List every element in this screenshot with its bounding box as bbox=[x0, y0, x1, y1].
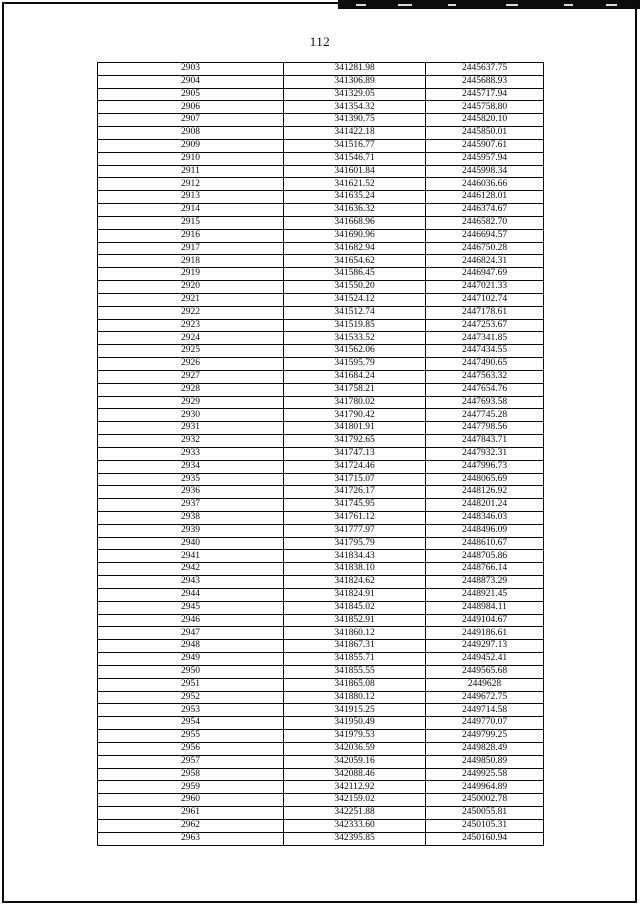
table-cell-col1: 2957 bbox=[98, 755, 284, 768]
scan-speck bbox=[506, 3, 518, 6]
table-cell-col3: 2446128.01 bbox=[426, 191, 544, 204]
table-row bbox=[98, 499, 544, 512]
table-cell-col1: 2929 bbox=[98, 396, 284, 409]
table-cell-col1: 2914 bbox=[98, 204, 284, 217]
table-cell-col2: 341601.84 bbox=[284, 165, 426, 178]
table-cell-col3: 2447693.58 bbox=[426, 396, 544, 409]
table-cell-col1: 2952 bbox=[98, 691, 284, 704]
table-row bbox=[98, 832, 544, 845]
table-cell-col3: 2447996.73 bbox=[426, 460, 544, 473]
table-cell-col3: 2449104.67 bbox=[426, 614, 544, 627]
table-cell-col1: 2945 bbox=[98, 601, 284, 614]
table-cell-col2: 341860.12 bbox=[284, 627, 426, 640]
table-cell-col3: 2445907.61 bbox=[426, 139, 544, 152]
table-cell-col1: 2948 bbox=[98, 640, 284, 653]
table-cell-col2: 341516.77 bbox=[284, 139, 426, 152]
table-cell-col1: 2904 bbox=[98, 75, 284, 88]
table-cell-col1: 2961 bbox=[98, 807, 284, 820]
table-row bbox=[98, 152, 544, 165]
table-cell-col3: 2447798.56 bbox=[426, 422, 544, 435]
table-row bbox=[98, 319, 544, 332]
table-row bbox=[98, 601, 544, 614]
table-row bbox=[98, 511, 544, 524]
table-cell-col1: 2918 bbox=[98, 255, 284, 268]
table-cell-col1: 2962 bbox=[98, 819, 284, 832]
table-row bbox=[98, 819, 544, 832]
table-row bbox=[98, 742, 544, 755]
table-cell-col1: 2956 bbox=[98, 742, 284, 755]
table-cell-col2: 341801.91 bbox=[284, 422, 426, 435]
table-row bbox=[98, 332, 544, 345]
table-cell-col2: 341682.94 bbox=[284, 242, 426, 255]
table-cell-col2: 341726.17 bbox=[284, 486, 426, 499]
table-cell-col3: 2445820.10 bbox=[426, 114, 544, 127]
table-cell-col1: 2932 bbox=[98, 435, 284, 448]
table-cell-col3: 2445998.34 bbox=[426, 165, 544, 178]
table-cell-col2: 341780.02 bbox=[284, 396, 426, 409]
table-row bbox=[98, 640, 544, 653]
table-cell-col1: 2960 bbox=[98, 794, 284, 807]
table-row bbox=[98, 563, 544, 576]
table-cell-col1: 2934 bbox=[98, 460, 284, 473]
table-cell-col2: 341550.20 bbox=[284, 281, 426, 294]
table-cell-col3: 2448346.03 bbox=[426, 511, 544, 524]
table-cell-col2: 341795.79 bbox=[284, 537, 426, 550]
table-cell-col3: 2450160.94 bbox=[426, 832, 544, 845]
table-row bbox=[98, 345, 544, 358]
table-row bbox=[98, 358, 544, 371]
table-cell-col2: 341422.18 bbox=[284, 127, 426, 140]
table-row bbox=[98, 614, 544, 627]
table-cell-col2: 342059.16 bbox=[284, 755, 426, 768]
table-cell-col2: 341761.12 bbox=[284, 511, 426, 524]
table-cell-col3: 2445758.80 bbox=[426, 101, 544, 114]
table-cell-col2: 341621.52 bbox=[284, 178, 426, 191]
table-cell-col3: 2447932.31 bbox=[426, 447, 544, 460]
table-row bbox=[98, 794, 544, 807]
table-cell-col3: 2447563.32 bbox=[426, 370, 544, 383]
table-row bbox=[98, 524, 544, 537]
table-row bbox=[98, 396, 544, 409]
table-cell-col3: 2447102.74 bbox=[426, 293, 544, 306]
table-cell-col2: 342395.85 bbox=[284, 832, 426, 845]
table-cell-col2: 341690.96 bbox=[284, 229, 426, 242]
table-cell-col2: 341654.62 bbox=[284, 255, 426, 268]
table-cell-col2: 342159.02 bbox=[284, 794, 426, 807]
table-cell-col2: 342251.88 bbox=[284, 807, 426, 820]
table-row bbox=[98, 383, 544, 396]
table-cell-col2: 341281.98 bbox=[284, 63, 426, 76]
table-cell-col2: 341865.08 bbox=[284, 678, 426, 691]
table-cell-col1: 2917 bbox=[98, 242, 284, 255]
table-row bbox=[98, 576, 544, 589]
table-cell-col1: 2915 bbox=[98, 216, 284, 229]
table-row bbox=[98, 588, 544, 601]
table-row bbox=[98, 691, 544, 704]
table-cell-col2: 341838.10 bbox=[284, 563, 426, 576]
table-row bbox=[98, 370, 544, 383]
table-cell-col2: 341715.07 bbox=[284, 473, 426, 486]
table-cell-col3: 2448201.24 bbox=[426, 499, 544, 512]
table-cell-col1: 2951 bbox=[98, 678, 284, 691]
table-cell-col1: 2959 bbox=[98, 781, 284, 794]
table-cell-col2: 341845.02 bbox=[284, 601, 426, 614]
table-row bbox=[98, 281, 544, 294]
table-cell-col1: 2941 bbox=[98, 550, 284, 563]
table-cell-col2: 341824.62 bbox=[284, 576, 426, 589]
table-row bbox=[98, 139, 544, 152]
table-row bbox=[98, 242, 544, 255]
table-cell-col2: 341512.74 bbox=[284, 306, 426, 319]
table-cell-col3: 2445688.93 bbox=[426, 75, 544, 88]
table-cell-col3: 2449452.41 bbox=[426, 653, 544, 666]
table-cell-col2: 341546.71 bbox=[284, 152, 426, 165]
table-cell-col1: 2937 bbox=[98, 499, 284, 512]
table-cell-col3: 2450002.78 bbox=[426, 794, 544, 807]
table-cell-col1: 2950 bbox=[98, 665, 284, 678]
table-cell-col1: 2939 bbox=[98, 524, 284, 537]
table-cell-col1: 2922 bbox=[98, 306, 284, 319]
table-cell-col3: 2448921.45 bbox=[426, 588, 544, 601]
table-cell-col3: 2448705.86 bbox=[426, 550, 544, 563]
table-row bbox=[98, 216, 544, 229]
table-cell-col3: 2448496.09 bbox=[426, 524, 544, 537]
table-cell-col3: 2447021.33 bbox=[426, 281, 544, 294]
table-cell-col2: 341354.32 bbox=[284, 101, 426, 114]
table-cell-col1: 2927 bbox=[98, 370, 284, 383]
table-cell-col1: 2909 bbox=[98, 139, 284, 152]
table-cell-col1: 2947 bbox=[98, 627, 284, 640]
table-cell-col2: 341533.52 bbox=[284, 332, 426, 345]
table-cell-col1: 2923 bbox=[98, 319, 284, 332]
table-cell-col2: 341790.42 bbox=[284, 409, 426, 422]
table-row bbox=[98, 88, 544, 101]
table-cell-col3: 2450055.81 bbox=[426, 807, 544, 820]
table-cell-col2: 341747.13 bbox=[284, 447, 426, 460]
scan-speck bbox=[606, 3, 617, 6]
table-cell-col1: 2910 bbox=[98, 152, 284, 165]
table-cell-col2: 341595.79 bbox=[284, 358, 426, 371]
table-row bbox=[98, 473, 544, 486]
table-row bbox=[98, 127, 544, 140]
table-cell-col3: 2449964.89 bbox=[426, 781, 544, 794]
table-cell-col1: 2920 bbox=[98, 281, 284, 294]
table-cell-col1: 2908 bbox=[98, 127, 284, 140]
table-row bbox=[98, 550, 544, 563]
table-row bbox=[98, 191, 544, 204]
table-cell-col2: 341792.65 bbox=[284, 435, 426, 448]
table-cell-col3: 2445717.94 bbox=[426, 88, 544, 101]
table-cell-col3: 2445637.75 bbox=[426, 63, 544, 76]
table-cell-col3: 2447745.28 bbox=[426, 409, 544, 422]
table-cell-col3: 2446750.28 bbox=[426, 242, 544, 255]
table-row bbox=[98, 755, 544, 768]
table-cell-col2: 341519.85 bbox=[284, 319, 426, 332]
table-row bbox=[98, 627, 544, 640]
table-cell-col3: 2449565.68 bbox=[426, 665, 544, 678]
table-cell-col2: 341855.71 bbox=[284, 653, 426, 666]
table-cell-col2: 341329.05 bbox=[284, 88, 426, 101]
table-row bbox=[98, 178, 544, 191]
scan-artifact bbox=[338, 0, 640, 9]
table-cell-col1: 2940 bbox=[98, 537, 284, 550]
scan-speck bbox=[398, 3, 412, 6]
table-row bbox=[98, 730, 544, 743]
table-cell-col1: 2913 bbox=[98, 191, 284, 204]
table-cell-col3: 2447434.55 bbox=[426, 345, 544, 358]
table-cell-col3: 2449925.58 bbox=[426, 768, 544, 781]
table-cell-col1: 2936 bbox=[98, 486, 284, 499]
table-cell-col3: 2445957.94 bbox=[426, 152, 544, 165]
table-row bbox=[98, 101, 544, 114]
table-cell-col1: 2955 bbox=[98, 730, 284, 743]
table-cell-col3: 2449799.25 bbox=[426, 730, 544, 743]
table-cell-col2: 341950.49 bbox=[284, 717, 426, 730]
table-row bbox=[98, 204, 544, 217]
table-body bbox=[98, 63, 544, 846]
table-cell-col3: 2447654.76 bbox=[426, 383, 544, 396]
table-cell-col2: 341724.46 bbox=[284, 460, 426, 473]
table-cell-col3: 2449628 bbox=[426, 678, 544, 691]
table-cell-col3: 2449297.13 bbox=[426, 640, 544, 653]
table-cell-col2: 341684.24 bbox=[284, 370, 426, 383]
table-row bbox=[98, 255, 544, 268]
table-row bbox=[98, 653, 544, 666]
table-row bbox=[98, 460, 544, 473]
table-cell-col2: 341758.21 bbox=[284, 383, 426, 396]
table-cell-col3: 2446694.57 bbox=[426, 229, 544, 242]
table-row bbox=[98, 229, 544, 242]
table-cell-col1: 2928 bbox=[98, 383, 284, 396]
table-cell-col2: 341834.43 bbox=[284, 550, 426, 563]
table-cell-col3: 2446036.66 bbox=[426, 178, 544, 191]
table-cell-col3: 2447341.85 bbox=[426, 332, 544, 345]
table-cell-col3: 2446947.69 bbox=[426, 268, 544, 281]
table-cell-col2: 341586.45 bbox=[284, 268, 426, 281]
table-cell-col1: 2924 bbox=[98, 332, 284, 345]
table-cell-col3: 2448873.29 bbox=[426, 576, 544, 589]
table-cell-col3: 2448984.11 bbox=[426, 601, 544, 614]
table-row bbox=[98, 678, 544, 691]
table-cell-col2: 342088.46 bbox=[284, 768, 426, 781]
table-cell-col3: 2449672.75 bbox=[426, 691, 544, 704]
table-row bbox=[98, 704, 544, 717]
table-row bbox=[98, 409, 544, 422]
table-row bbox=[98, 807, 544, 820]
table-row bbox=[98, 114, 544, 127]
table-row bbox=[98, 486, 544, 499]
table-row bbox=[98, 447, 544, 460]
table-row bbox=[98, 422, 544, 435]
table-row bbox=[98, 665, 544, 678]
table-cell-col1: 2946 bbox=[98, 614, 284, 627]
table-cell-col3: 2449770.07 bbox=[426, 717, 544, 730]
table-cell-col1: 2944 bbox=[98, 588, 284, 601]
table-cell-col3: 2449828.49 bbox=[426, 742, 544, 755]
table-row bbox=[98, 717, 544, 730]
table-row bbox=[98, 268, 544, 281]
table-cell-col2: 341824.91 bbox=[284, 588, 426, 601]
table-row bbox=[98, 293, 544, 306]
table-cell-col1: 2916 bbox=[98, 229, 284, 242]
scan-speck bbox=[564, 3, 573, 6]
table-cell-col1: 2953 bbox=[98, 704, 284, 717]
table-cell-col3: 2448766.14 bbox=[426, 563, 544, 576]
table-cell-col2: 342112.92 bbox=[284, 781, 426, 794]
table-cell-col1: 2938 bbox=[98, 511, 284, 524]
table-cell-col3: 2448065.69 bbox=[426, 473, 544, 486]
table-cell-col2: 341852.91 bbox=[284, 614, 426, 627]
table-cell-col3: 2447490.65 bbox=[426, 358, 544, 371]
table-cell-col1: 2925 bbox=[98, 345, 284, 358]
table-cell-col3: 2447843.71 bbox=[426, 435, 544, 448]
table-cell-col3: 2449186.61 bbox=[426, 627, 544, 640]
table-cell-col3: 2446582.70 bbox=[426, 216, 544, 229]
table-cell-col1: 2958 bbox=[98, 768, 284, 781]
table-cell-col1: 2935 bbox=[98, 473, 284, 486]
table-cell-col2: 342333.60 bbox=[284, 819, 426, 832]
table-cell-col3: 2447253.67 bbox=[426, 319, 544, 332]
table-cell-col3: 2449714.58 bbox=[426, 704, 544, 717]
data-table bbox=[97, 62, 544, 846]
table-row bbox=[98, 435, 544, 448]
table-cell-col3: 2448610.67 bbox=[426, 537, 544, 550]
table-cell-col2: 341668.96 bbox=[284, 216, 426, 229]
table-cell-col1: 2933 bbox=[98, 447, 284, 460]
table-cell-col2: 341979.53 bbox=[284, 730, 426, 743]
table-cell-col3: 2450105.31 bbox=[426, 819, 544, 832]
table-cell-col2: 341524.12 bbox=[284, 293, 426, 306]
table-cell-col1: 2907 bbox=[98, 114, 284, 127]
table-cell-col1: 2912 bbox=[98, 178, 284, 191]
table-cell-col2: 341635.24 bbox=[284, 191, 426, 204]
table-cell-col1: 2926 bbox=[98, 358, 284, 371]
table-cell-col1: 2906 bbox=[98, 101, 284, 114]
table-cell-col2: 341390.75 bbox=[284, 114, 426, 127]
page-number: 112 bbox=[309, 34, 331, 49]
table-cell-col2: 341777.97 bbox=[284, 524, 426, 537]
table-cell-col1: 2963 bbox=[98, 832, 284, 845]
table-cell-col1: 2919 bbox=[98, 268, 284, 281]
table-cell-col1: 2930 bbox=[98, 409, 284, 422]
scan-speck bbox=[448, 3, 456, 6]
table-cell-col1: 2949 bbox=[98, 653, 284, 666]
table-cell-col2: 341915.25 bbox=[284, 704, 426, 717]
table-cell-col1: 2921 bbox=[98, 293, 284, 306]
table-cell-col1: 2942 bbox=[98, 563, 284, 576]
scan-speck bbox=[356, 3, 366, 6]
table-cell-col2: 342036.59 bbox=[284, 742, 426, 755]
table-cell-col2: 341636.32 bbox=[284, 204, 426, 217]
table-cell-col3: 2448126.92 bbox=[426, 486, 544, 499]
table-cell-col3: 2447178.61 bbox=[426, 306, 544, 319]
table-row bbox=[98, 306, 544, 319]
table-row bbox=[98, 768, 544, 781]
table-cell-col1: 2905 bbox=[98, 88, 284, 101]
table-cell-col2: 341562.06 bbox=[284, 345, 426, 358]
table-cell-col2: 341867.31 bbox=[284, 640, 426, 653]
table-row bbox=[98, 537, 544, 550]
table-cell-col2: 341855.55 bbox=[284, 665, 426, 678]
table-cell-col2: 341880.12 bbox=[284, 691, 426, 704]
table-cell-col1: 2903 bbox=[98, 63, 284, 76]
table-row bbox=[98, 781, 544, 794]
table-cell-col1: 2931 bbox=[98, 422, 284, 435]
table-row bbox=[98, 63, 544, 76]
table-row bbox=[98, 75, 544, 88]
table-cell-col1: 2911 bbox=[98, 165, 284, 178]
table-row bbox=[98, 165, 544, 178]
table-cell-col3: 2446374.67 bbox=[426, 204, 544, 217]
table-cell-col2: 341745.95 bbox=[284, 499, 426, 512]
table-cell-col1: 2954 bbox=[98, 717, 284, 730]
table-cell-col1: 2943 bbox=[98, 576, 284, 589]
table-cell-col3: 2445850.01 bbox=[426, 127, 544, 140]
table-cell-col3: 2446824.31 bbox=[426, 255, 544, 268]
table-cell-col2: 341306.89 bbox=[284, 75, 426, 88]
table-cell-col3: 2449850.89 bbox=[426, 755, 544, 768]
